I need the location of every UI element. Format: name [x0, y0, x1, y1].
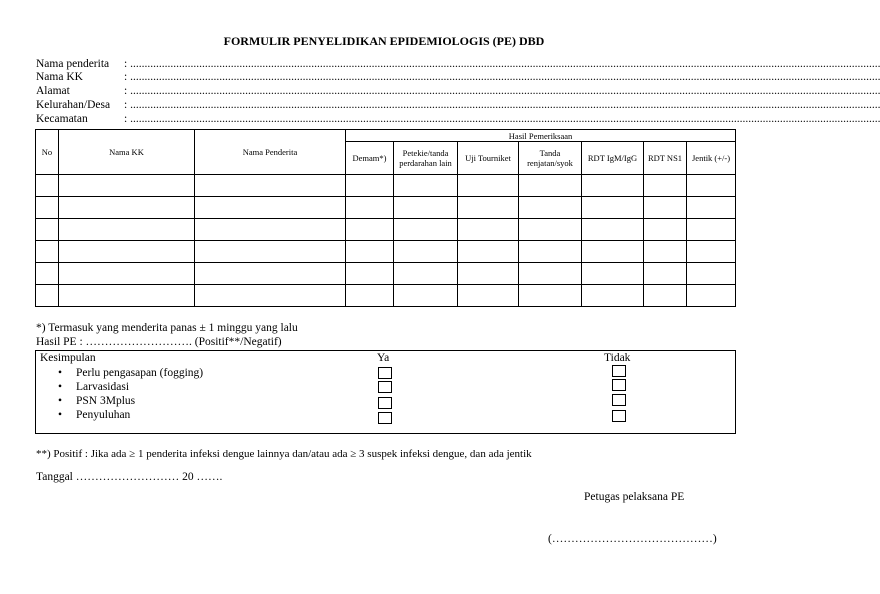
checkbox-ya-larvasidasi[interactable] [378, 381, 392, 393]
table-cell[interactable] [59, 263, 195, 285]
table-cell[interactable] [195, 175, 346, 197]
form-title: FORMULIR PENYELIDIKAN EPIDEMIOLOGIS (PE) DBD [223, 34, 545, 48]
header-tanda-renjatan: Tanda renjatan/syok [519, 142, 582, 175]
table-cell[interactable] [394, 241, 458, 263]
table-cell[interactable] [59, 197, 195, 219]
field-label-nama-kk: Nama KK [36, 71, 83, 83]
field-label-kelurahan: Kelurahan/Desa [36, 99, 111, 111]
field-label-nama-penderita: Nama penderita [36, 58, 110, 70]
table-row [36, 263, 736, 285]
pemeriksaan-table [35, 129, 736, 307]
table-cell[interactable] [519, 285, 582, 307]
signature-line[interactable]: (……………………………………) [548, 533, 717, 545]
tanggal-field[interactable]: Tanggal ……………………… 20 ……. [36, 471, 223, 483]
header-uji-tourniket: Uji Tourniket [458, 142, 519, 175]
kesimpulan-ya-header: Ya [377, 352, 390, 364]
header-rdt-ns1: RDT NS1 [644, 142, 687, 175]
table-cell[interactable] [458, 219, 519, 241]
table-cell[interactable] [582, 263, 644, 285]
table-cell[interactable] [582, 241, 644, 263]
kesimpulan-item-fogging: • Perlu pengasapan (fogging) [58, 366, 203, 380]
checkbox-tidak-psn[interactable] [612, 394, 626, 406]
kesimpulan-label: Kesimpulan [40, 352, 96, 364]
table-cell[interactable] [687, 241, 736, 263]
table-cell[interactable] [458, 241, 519, 263]
table-cell[interactable] [394, 263, 458, 285]
table-cell[interactable] [582, 285, 644, 307]
table-cell[interactable] [195, 197, 346, 219]
field-value-alamat[interactable]: : ..................................................................................................................................................................................................................................................................... [124, 85, 880, 97]
table-cell[interactable] [36, 285, 59, 307]
field-value-nama-penderita[interactable]: : ..................................................................................................................................................................................................................................................................... [124, 58, 880, 70]
petugas-label: Petugas pelaksana PE [584, 491, 685, 503]
header-no: No [36, 130, 59, 175]
table-cell[interactable] [59, 241, 195, 263]
table-row [36, 197, 736, 219]
header-rdt-igm: RDT IgM/IgG [582, 142, 644, 175]
table-cell[interactable] [394, 219, 458, 241]
header-nama-kk: Nama KK [59, 130, 195, 175]
checkbox-ya-penyuluhan[interactable] [378, 412, 392, 424]
table-cell[interactable] [644, 197, 687, 219]
table-cell[interactable] [36, 241, 59, 263]
table-cell[interactable] [519, 263, 582, 285]
field-value-kecamatan[interactable]: : ..................................................................................................................................................................................................................................................................... [124, 113, 880, 125]
table-cell[interactable] [644, 285, 687, 307]
checkbox-tidak-larvasidasi[interactable] [612, 379, 626, 391]
table-cell[interactable] [346, 241, 394, 263]
table-cell[interactable] [59, 219, 195, 241]
table-cell[interactable] [346, 263, 394, 285]
table-cell[interactable] [36, 263, 59, 285]
table-cell[interactable] [582, 219, 644, 241]
checkbox-ya-psn[interactable] [378, 397, 392, 409]
table-row [36, 285, 736, 307]
note-demam: *) Termasuk yang menderita panas ± 1 minggu yang lalu [36, 322, 298, 334]
table-cell[interactable] [195, 219, 346, 241]
table-cell[interactable] [346, 197, 394, 219]
table-cell[interactable] [644, 219, 687, 241]
table-cell[interactable] [394, 175, 458, 197]
table-cell[interactable] [644, 175, 687, 197]
header-petekie: Petekie/tanda perdarahan lain [394, 142, 458, 175]
field-value-nama-kk[interactable]: : ..................................................................................................................................................................................................................................................................... [124, 71, 880, 83]
table-cell[interactable] [195, 285, 346, 307]
table-cell[interactable] [59, 285, 195, 307]
table-cell[interactable] [346, 175, 394, 197]
table-cell[interactable] [644, 241, 687, 263]
kesimpulan-item-penyuluhan: • Penyuluhan [58, 408, 203, 422]
header-nama-penderita: Nama Penderita [195, 130, 346, 175]
field-label-kecamatan: Kecamatan [36, 113, 88, 125]
table-cell[interactable] [519, 241, 582, 263]
table-cell[interactable] [195, 241, 346, 263]
table-cell[interactable] [36, 219, 59, 241]
table-row [36, 219, 736, 241]
table-cell[interactable] [519, 219, 582, 241]
table-cell[interactable] [644, 263, 687, 285]
table-row [36, 175, 736, 197]
table-cell[interactable] [582, 175, 644, 197]
table-cell[interactable] [519, 175, 582, 197]
table-cell[interactable] [519, 197, 582, 219]
table-cell[interactable] [458, 197, 519, 219]
table-cell[interactable] [394, 197, 458, 219]
table-cell[interactable] [458, 285, 519, 307]
header-hasil-pemeriksaan: Hasil Pemeriksaan [346, 130, 736, 142]
table-cell[interactable] [687, 285, 736, 307]
table-row [36, 241, 736, 263]
table-cell[interactable] [36, 175, 59, 197]
table-cell[interactable] [394, 285, 458, 307]
table-cell[interactable] [346, 219, 394, 241]
checkbox-tidak-penyuluhan[interactable] [612, 410, 626, 422]
kesimpulan-box [35, 350, 736, 434]
kesimpulan-item-larvasidasi: • Larvasidasi [58, 380, 203, 394]
table-cell[interactable] [687, 219, 736, 241]
table-cell[interactable] [59, 175, 195, 197]
checkbox-ya-fogging[interactable] [378, 367, 392, 379]
table-cell[interactable] [687, 197, 736, 219]
table-cell[interactable] [687, 175, 736, 197]
header-demam: Demam*) [346, 142, 394, 175]
table-cell[interactable] [36, 197, 59, 219]
note-positif: **) Positif : Jika ada ≥ 1 penderita infeksi dengue lainnya dan/atau ada ≥ 3 suspek infeksi dengue, dan ada jentik [36, 448, 532, 460]
field-label-alamat: Alamat [36, 85, 70, 97]
table-cell[interactable] [582, 197, 644, 219]
kesimpulan-tidak-header: Tidak [604, 352, 631, 364]
field-value-kelurahan[interactable]: : ..................................................................................................................................................................................................................................................................... [124, 99, 880, 111]
table-cell[interactable] [458, 263, 519, 285]
header-jentik: Jentik (+/-) [687, 142, 736, 175]
kesimpulan-item-psn: • PSN 3Mplus [58, 394, 203, 408]
checkbox-tidak-fogging[interactable] [612, 365, 626, 377]
table-cell[interactable] [687, 263, 736, 285]
kesimpulan-list [58, 366, 203, 422]
table-cell[interactable] [458, 175, 519, 197]
table-cell[interactable] [195, 263, 346, 285]
table-cell[interactable] [346, 285, 394, 307]
hasil-pe[interactable]: Hasil PE : ………………………. (Positif**/Negatif) [36, 336, 282, 348]
